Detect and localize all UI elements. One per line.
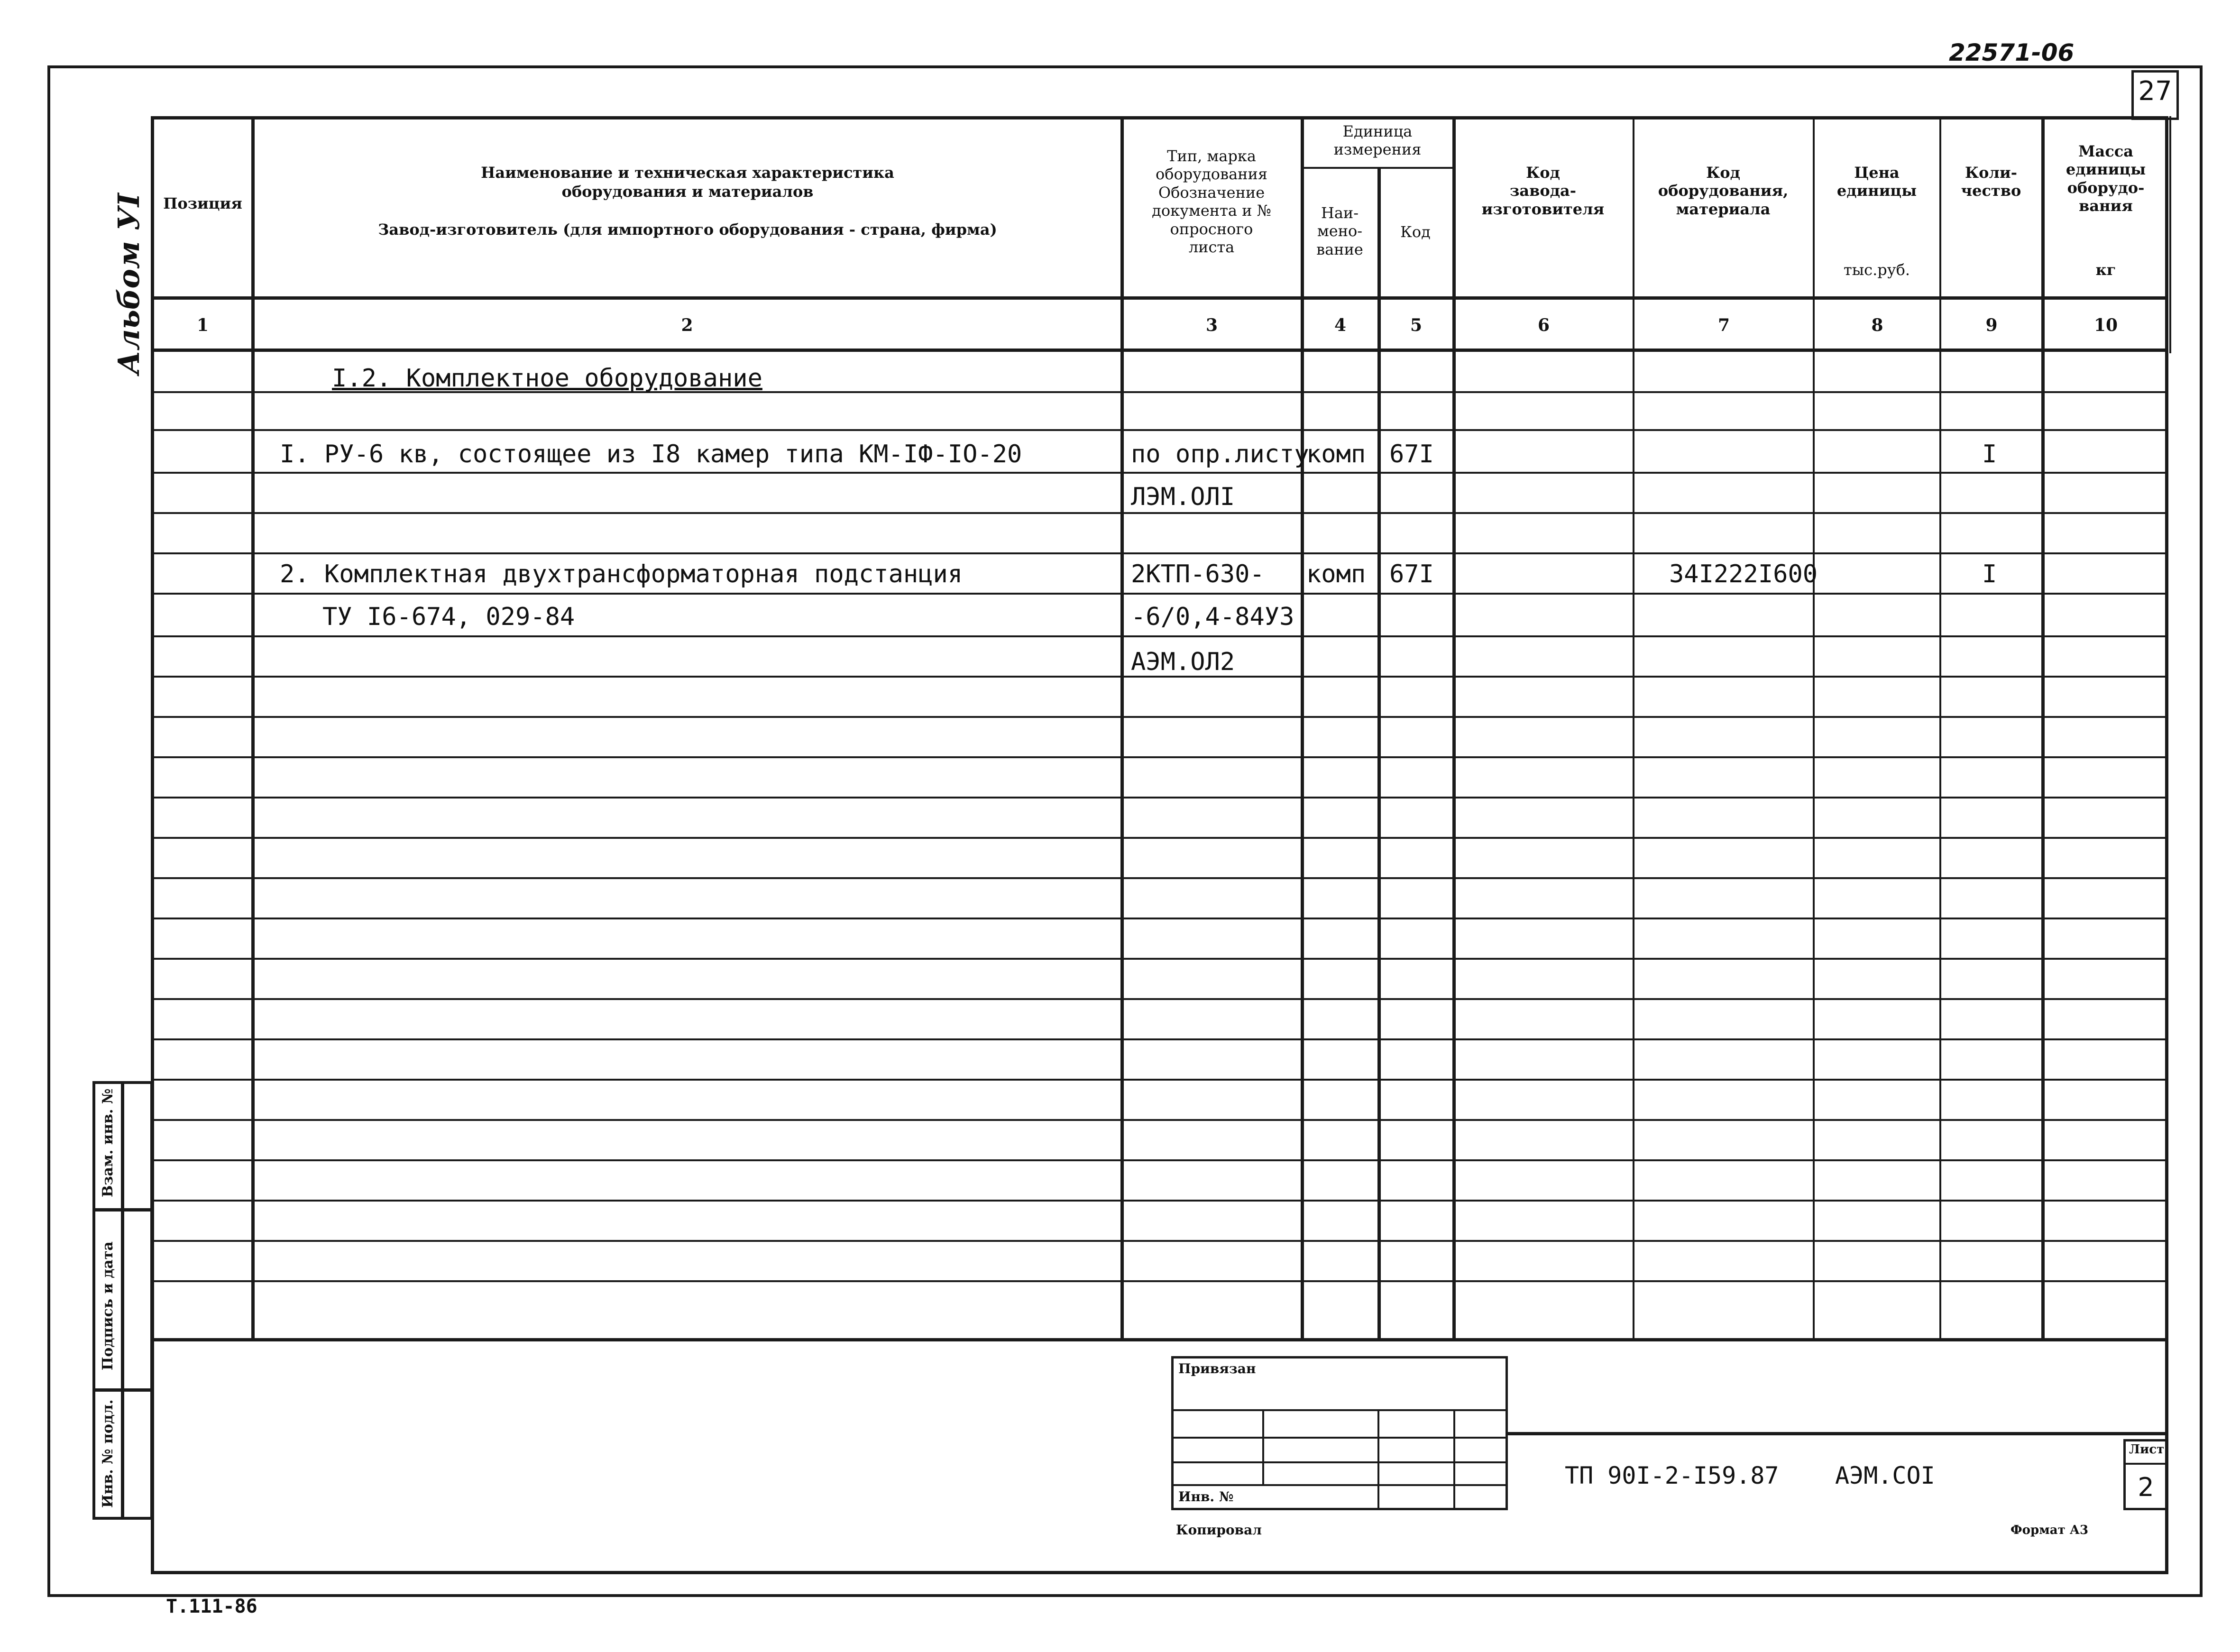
header-quantity-line: Коли- [1965, 164, 2018, 182]
table-row-line [151, 837, 2168, 839]
page-number: 27 [2138, 76, 2172, 107]
side-stamp-replaced-inv: Взам. инв. № [100, 1088, 116, 1197]
colnum-bottom-line [151, 349, 2168, 352]
sheet-number: 2 [2138, 1472, 2154, 1502]
side-stamp-original-inv: Инв. № подл. [100, 1399, 116, 1508]
table-row-line [151, 472, 2168, 474]
item1-name: I. РУ-6 кв, состоящее из I8 камер типа КМ-IФ-IO-20 [280, 440, 1022, 468]
header-type-line: оборудования [1155, 165, 1267, 184]
binding-line [1171, 1484, 1508, 1486]
header-factory-code [1455, 164, 1631, 218]
header-mass-line: единицы [2066, 160, 2146, 179]
side-stamp-signature-date: Подпись и дата [100, 1241, 116, 1370]
header-type-line: Тип, марка [1167, 147, 1256, 165]
item2-unit: комп [1306, 560, 1366, 588]
header-type-line: опросного [1170, 220, 1253, 238]
header-type-line: Обозначение [1158, 183, 1265, 202]
item2-equipment-code: 34I222I600 [1669, 560, 1818, 588]
header-unit-code: Код [1400, 223, 1431, 241]
header-equipment-code-line: оборудования, [1658, 182, 1789, 200]
table-row-line [151, 635, 2168, 637]
header-price [1815, 164, 1938, 200]
header-mass-line: оборудо- [2067, 178, 2145, 197]
column-number: 6 [1537, 315, 1550, 335]
binding-line [1171, 1437, 1508, 1439]
table-row-line [151, 958, 2168, 960]
table-row-line [151, 593, 2168, 595]
table-row-line [151, 552, 2168, 554]
item2-type: 2КТП-630- [1131, 560, 1265, 588]
table-body-bottom [151, 1338, 2168, 1341]
header-bottom-line [151, 296, 2168, 300]
table-row-line [151, 797, 2168, 798]
unit-group-line [1301, 167, 1452, 169]
header-type-line: листа [1188, 238, 1235, 256]
item1-unit-code: 67I [1389, 440, 1434, 468]
binding-line [1453, 1409, 1455, 1510]
header-price-line: Цена [1854, 164, 1900, 182]
side-stamp-divider [121, 1081, 124, 1520]
header-equipment-code-line: материала [1676, 200, 1771, 218]
item1-type: по опр.листу [1131, 440, 1309, 468]
header-position: Позиция [163, 194, 242, 212]
table-row-line [151, 716, 2168, 718]
header-equipment-code-line: Код [1706, 164, 1740, 182]
table-row-line [151, 1038, 2168, 1040]
item2-quantity: I [1982, 560, 1997, 588]
table-row-line [151, 1280, 2168, 1282]
header-equipment-code [1635, 164, 1811, 218]
table-row-line [151, 1159, 2168, 1161]
header-price-unit: тыс.руб. [1843, 261, 1910, 279]
table-row-line [151, 756, 2168, 758]
binding-line [1262, 1409, 1264, 1484]
header-mass-line: Масса [2078, 142, 2133, 160]
table-row-line [151, 1079, 2168, 1081]
header-unit-group-line: Единица [1342, 122, 1413, 140]
column-number: 3 [1205, 315, 1218, 335]
table-row-line [151, 1119, 2168, 1121]
header-unit-name-line: мено- [1317, 222, 1363, 240]
header-quantity-line: чество [1961, 182, 2021, 200]
side-stamp-divider [92, 1388, 153, 1392]
col-line [1377, 167, 1381, 1339]
header-unit-group [1304, 122, 1451, 159]
item1-type-doc: ЛЭМ.ОЛI [1131, 483, 1235, 511]
table-row-line [151, 429, 2168, 431]
item2-spec: ТУ I6-674, 029-84 [322, 603, 575, 631]
header-mass-unit: кг [2095, 261, 2116, 279]
header-type-line: документа и № [1152, 202, 1271, 220]
binding-block [1171, 1356, 1508, 1510]
header-factory-code-line: изготовителя [1481, 200, 1605, 218]
album-label: Альбом УI [111, 193, 146, 375]
header-quantity [1942, 164, 2040, 200]
sheet-label: Лист [2129, 1442, 2165, 1457]
item1-unit: комп [1306, 440, 1366, 468]
header-price-line: единицы [1836, 182, 1917, 200]
header-manufacturer: Завод-изготовитель (для импортного оборудования - страна, фирма) [378, 220, 997, 239]
item2-type-doc: АЭМ.ОЛ2 [1131, 648, 1235, 676]
column-number: 4 [1334, 315, 1347, 335]
col-line [2169, 116, 2171, 353]
column-number: 2 [681, 315, 693, 335]
table-row-line [151, 918, 2168, 919]
header-name-line1: Наименование и техническая характеристика [481, 164, 894, 182]
header-type [1124, 147, 1299, 256]
inventory-number-label: Инв. № [1178, 1489, 1234, 1505]
header-mass-line: вания [2079, 197, 2133, 215]
sheet-box-divider [2123, 1463, 2168, 1465]
table-row-line [151, 1240, 2168, 1242]
header-factory-code-line: Код [1526, 164, 1560, 182]
column-number: 9 [1985, 315, 1998, 335]
item2-type-cont: -6/0,4-84УЗ [1131, 603, 1294, 631]
column-number: 5 [1410, 315, 1423, 335]
side-stamp-divider [92, 1208, 153, 1211]
column-number: 10 [2093, 315, 2118, 335]
header-unit-group-line: измерения [1333, 140, 1422, 159]
table-row-line [151, 1200, 2168, 1202]
document-mark: АЭМ.СОI [1835, 1462, 1935, 1489]
table-row-line [151, 877, 2168, 879]
binding-line [1171, 1461, 1508, 1463]
format-label: Формат А3 [2010, 1523, 2089, 1537]
header-unit-name [1303, 204, 1377, 258]
table-row-line [151, 512, 2168, 514]
column-number: 7 [1717, 315, 1730, 335]
header-unit-name-line: вание [1316, 240, 1363, 258]
header-mass [2044, 142, 2168, 215]
header-name-line2: оборудования и материалов [561, 183, 814, 201]
binding-label: Привязан [1178, 1361, 1256, 1377]
binding-line [1171, 1409, 1508, 1411]
document-code: 22571-06 [1949, 39, 2075, 66]
designation: ТП 90I-2-I59.87 [1565, 1462, 1779, 1489]
item2-name: 2. Комплектная двухтрансформаторная подстанция [280, 560, 963, 588]
column-number: 1 [196, 315, 209, 335]
item2-unit-code: 67I [1389, 560, 1434, 588]
copied-by-label: Копировал [1176, 1522, 1262, 1538]
designation-top-line [1508, 1432, 2168, 1435]
header-factory-code-line: завода- [1509, 182, 1577, 200]
header-unit-name-line: Наи- [1321, 204, 1359, 222]
section-title: I.2. Комплектное оборудование [332, 364, 762, 393]
table-row-line [151, 998, 2168, 1000]
footer-code: Т.111-86 [166, 1596, 257, 1617]
column-number: 8 [1871, 315, 1883, 335]
item1-quantity: I [1982, 440, 1997, 468]
binding-line [1377, 1409, 1379, 1510]
